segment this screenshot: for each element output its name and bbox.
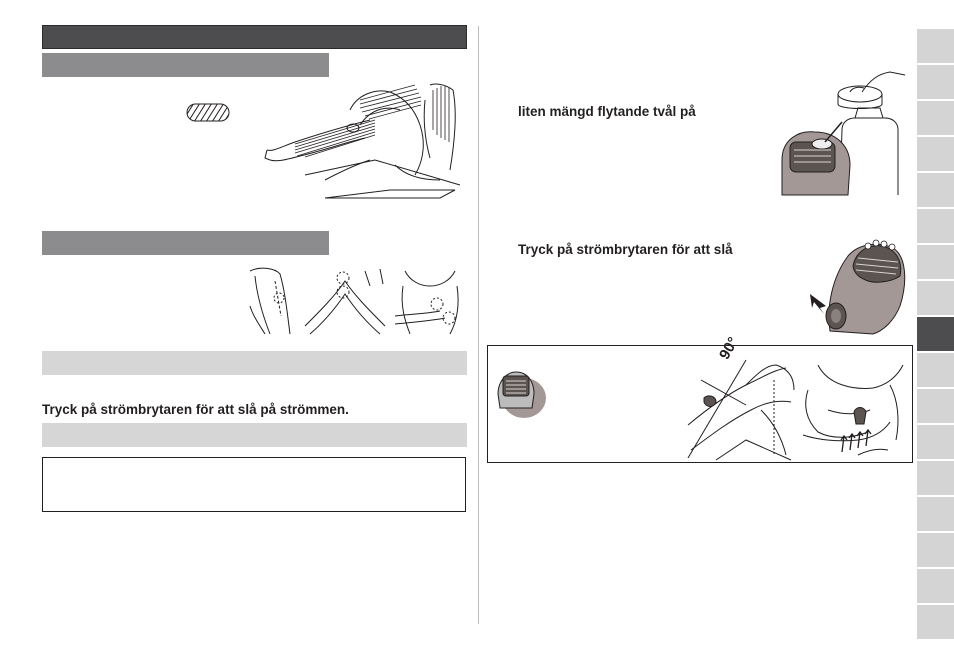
attachment-head-icon xyxy=(494,364,548,420)
side-tab[interactable] xyxy=(917,533,954,567)
switch-instruction: Tryck på strömbrytaren för att slå xyxy=(518,242,733,257)
shaded-area-icon xyxy=(186,103,230,122)
side-tab[interactable] xyxy=(917,353,954,387)
knee-elbow-areas-illustration xyxy=(245,266,465,336)
soap-application-illustration xyxy=(780,70,905,195)
side-tab[interactable] xyxy=(917,281,954,315)
side-tab[interactable] xyxy=(917,29,954,63)
side-tab-active[interactable] xyxy=(917,317,954,351)
section-header-bar xyxy=(42,25,467,49)
leg-epilation-illustration xyxy=(265,80,465,198)
arm-epilation-illustration xyxy=(798,360,908,460)
step-header-bar-2 xyxy=(42,423,467,447)
side-tab[interactable] xyxy=(917,173,954,207)
angle-90-leg-illustration xyxy=(686,350,796,460)
side-tab[interactable] xyxy=(917,209,954,243)
soap-instruction: liten mängd flytande tvål på xyxy=(518,104,696,119)
side-tab[interactable] xyxy=(917,497,954,531)
angle-label: 90° xyxy=(716,334,743,363)
side-tab[interactable] xyxy=(917,137,954,171)
column-divider xyxy=(478,26,479,624)
side-tab[interactable] xyxy=(917,569,954,603)
subsection-header-bar-1 xyxy=(42,53,329,77)
side-tab[interactable] xyxy=(917,605,954,639)
side-tab[interactable] xyxy=(917,101,954,135)
epilator-power-switch-illustration xyxy=(808,236,908,334)
power-on-instruction: Tryck på strömbrytaren för att slå på strömmen. xyxy=(42,402,349,417)
side-tab[interactable] xyxy=(917,245,954,279)
side-tab[interactable] xyxy=(917,389,954,423)
note-box xyxy=(42,457,466,512)
subsection-header-bar-2 xyxy=(42,231,329,255)
side-tab[interactable] xyxy=(917,65,954,99)
side-tab[interactable] xyxy=(917,425,954,459)
side-tab[interactable] xyxy=(917,461,954,495)
step-header-bar xyxy=(42,351,467,375)
